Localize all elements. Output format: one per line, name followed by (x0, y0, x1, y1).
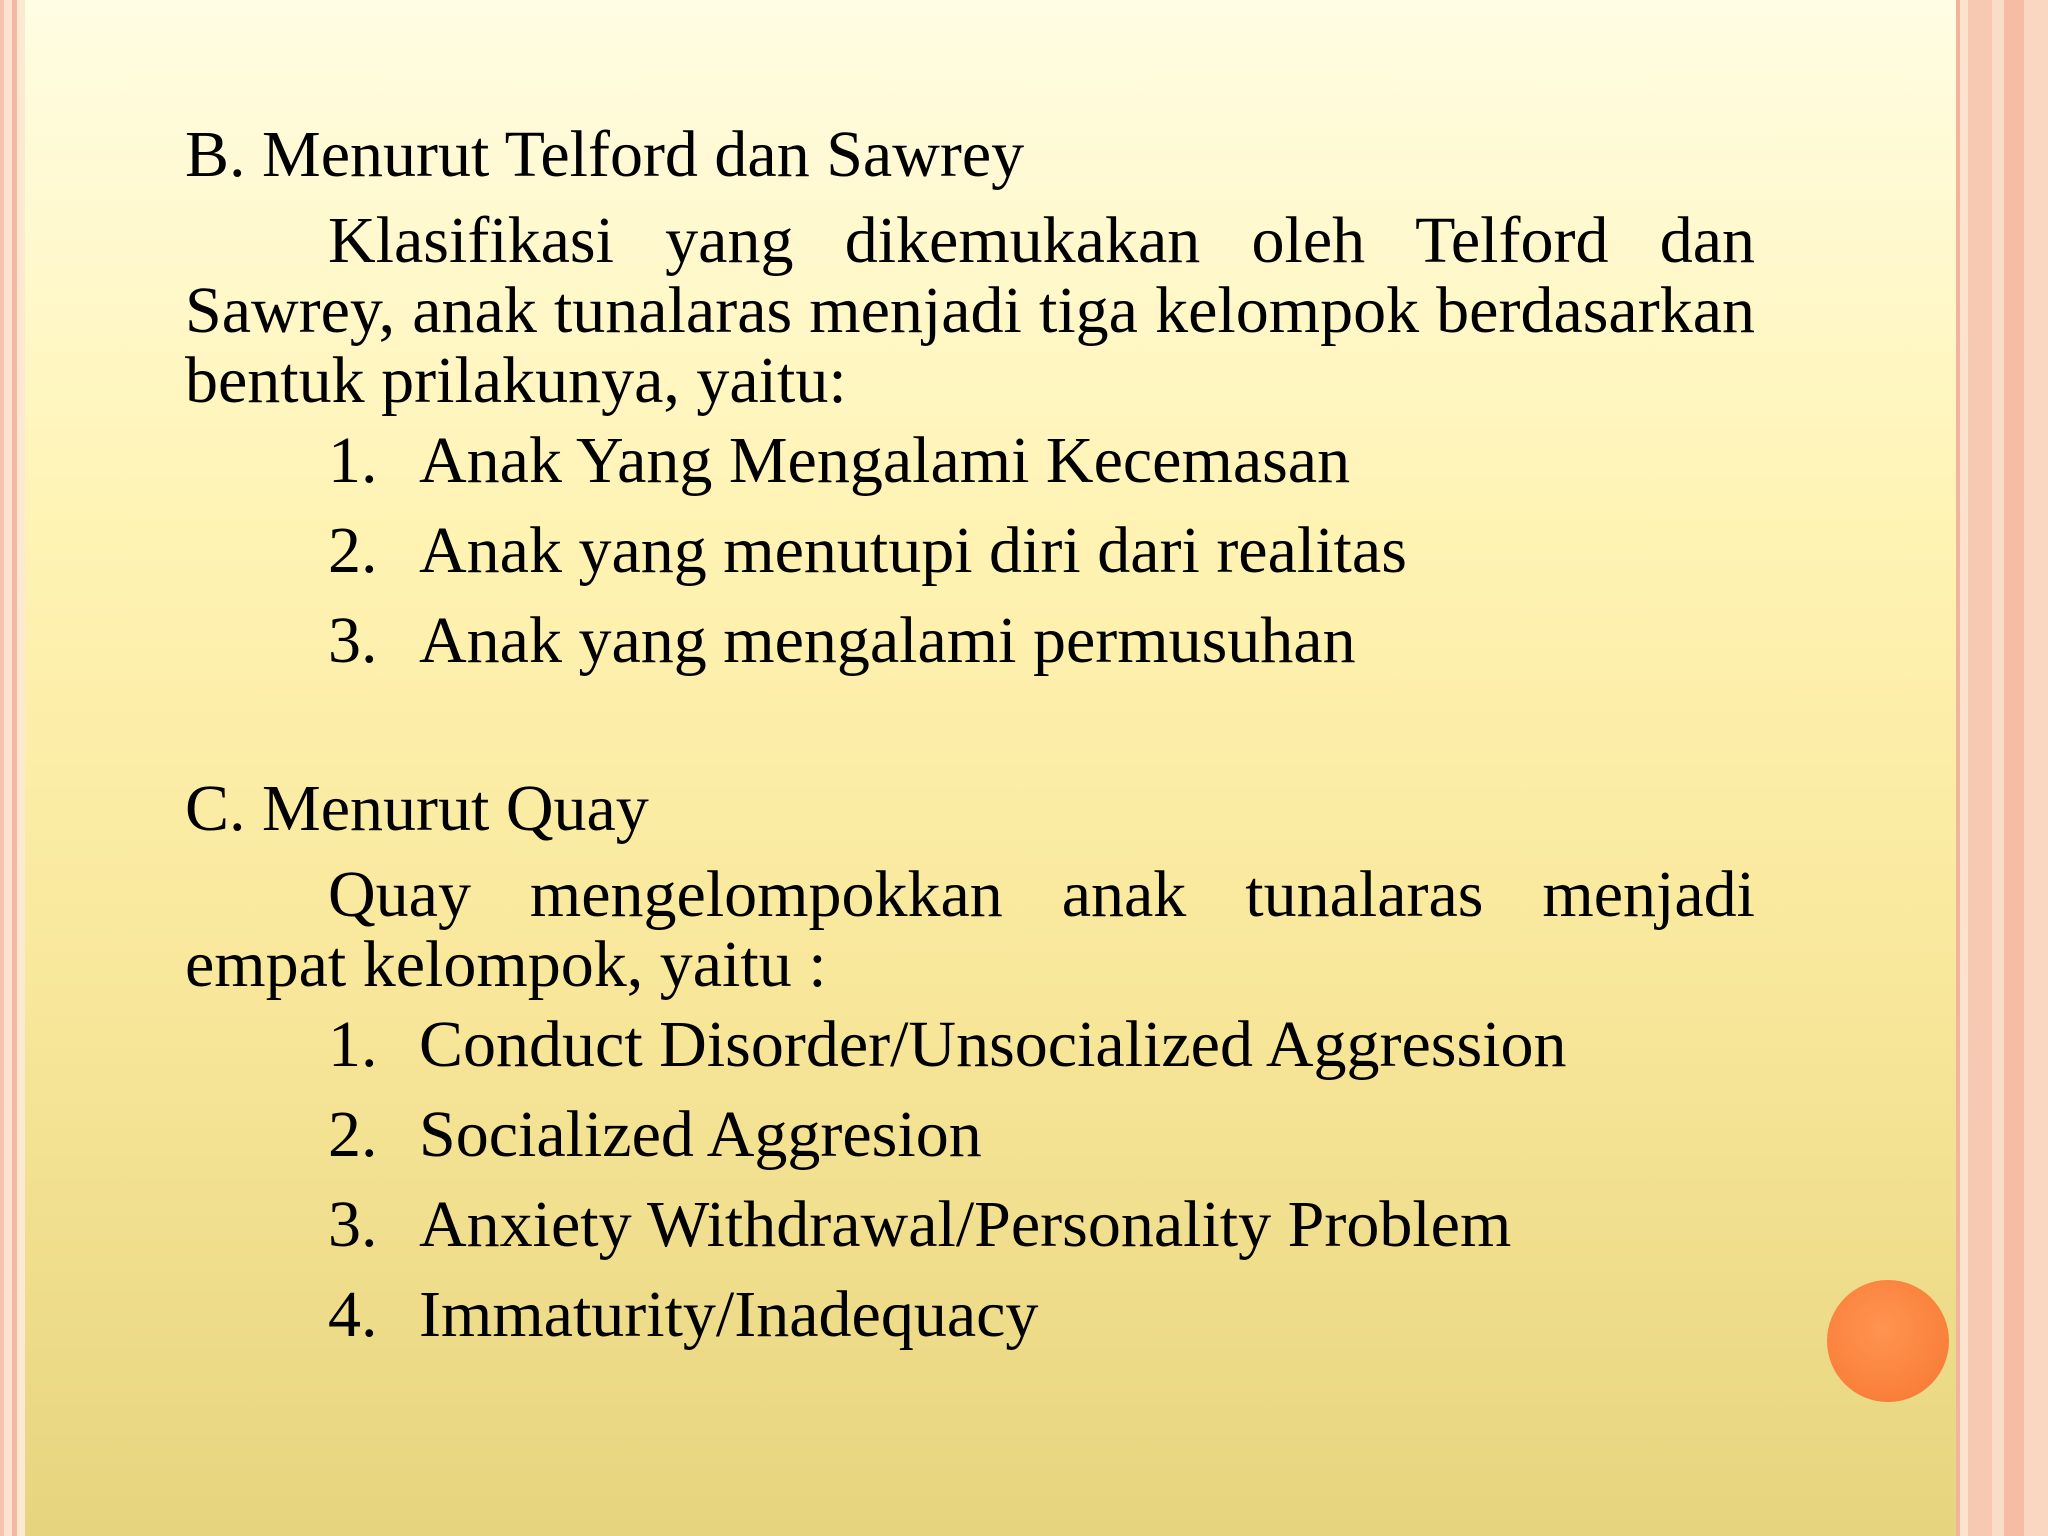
classification-list (185, 1000, 1755, 1360)
list-item (185, 596, 1755, 686)
list-item-text: Anak yang mengalami permusuhan (419, 604, 1356, 677)
list-item-number: 2. (328, 1098, 378, 1171)
list-item (185, 1000, 1755, 1090)
right-border-stripe (1968, 0, 1992, 1536)
slide-body (185, 120, 1755, 1360)
list-item (185, 416, 1755, 506)
section-paragraph: Quay mengelompokkan anak tunalaras menjadi empat kelompok, yaitu : (185, 858, 1755, 1001)
classification-list (185, 416, 1755, 686)
left-border-stripe (4, 0, 12, 1536)
list-item (185, 1090, 1755, 1180)
list-item-number: 3. (328, 1188, 378, 1261)
right-border-stripe (2004, 0, 2024, 1536)
list-item-text: Conduct Disorder/Unsocialized Aggression (419, 1008, 1567, 1081)
section-heading: B. Menurut Telford dan Sawrey (185, 118, 1025, 191)
list-item-text: Socialized Aggresion (419, 1098, 982, 1171)
list-item-text: Immaturity/Inadequacy (419, 1278, 1039, 1351)
orange-circle-decoration (1827, 1280, 1949, 1402)
section-paragraph: Klasifikasi yang dikemukakan oleh Telford dan Sawrey, anak tunalaras menjadi tiga kelompok berdasarkan bentuk prilakunya, yaitu: (185, 204, 1755, 417)
section-quay (185, 774, 1755, 1360)
list-item-text: Anxiety Withdrawal/Personality Problem (419, 1188, 1512, 1261)
right-border-stripe (2024, 0, 2048, 1536)
list-item (185, 506, 1755, 596)
list-item-number: 1. (328, 424, 378, 497)
section-heading: C. Menurut Quay (185, 772, 649, 845)
list-item-text: Anak yang menutupi diri dari realitas (419, 514, 1407, 587)
section-spacer (185, 686, 1755, 774)
list-item-number: 4. (328, 1278, 378, 1351)
list-item-text: Anak Yang Mengalami Kecemasan (419, 424, 1351, 497)
left-border-stripe (17, 0, 25, 1536)
list-item-number: 2. (328, 514, 378, 587)
section-telford-sawrey (185, 120, 1755, 686)
right-border-stripe (1992, 0, 2004, 1536)
right-border-stripe (1960, 0, 1968, 1536)
list-item-number: 3. (328, 604, 378, 677)
list-item (185, 1270, 1755, 1360)
list-item-number: 1. (328, 1008, 378, 1081)
list-item (185, 1180, 1755, 1270)
